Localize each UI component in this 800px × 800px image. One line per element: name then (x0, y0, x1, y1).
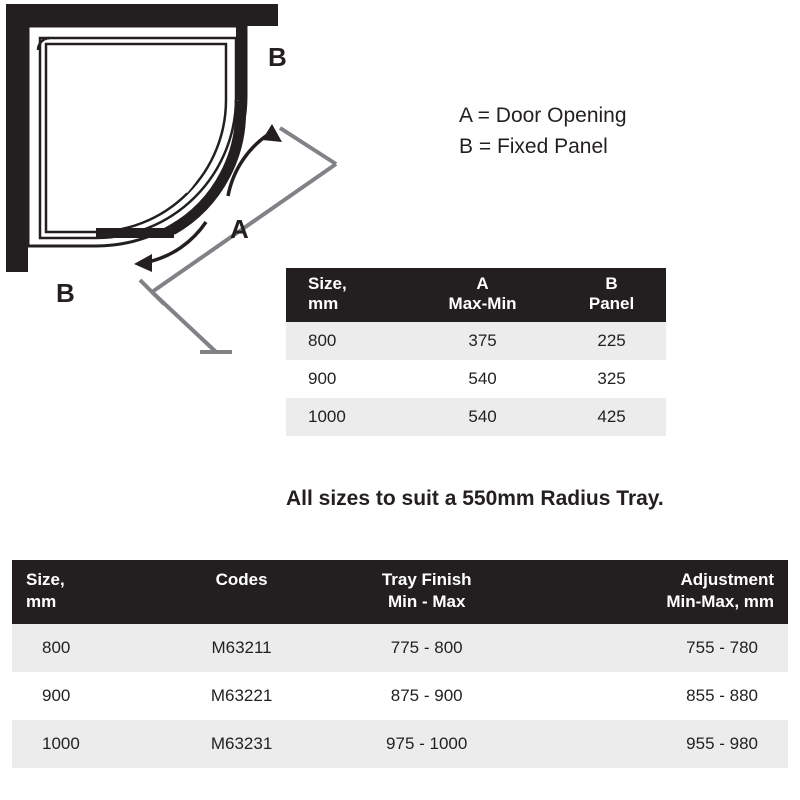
cell-b: 425 (557, 398, 666, 436)
table-row (286, 360, 666, 398)
diagram-label-b-bottom: B (56, 278, 75, 308)
cell-a: 540 (408, 398, 557, 436)
legend (459, 100, 627, 162)
table-row (286, 322, 666, 360)
table-row (286, 398, 666, 436)
diagram-label-b-top: B (268, 42, 287, 72)
table-lower-th-adjustment: Adjustment Min-Max, mm (533, 560, 788, 624)
table-row (12, 624, 788, 672)
cell-code: M63211 (163, 624, 321, 672)
cell-adjustment: 855 - 880 (533, 672, 788, 720)
table-upper-body (286, 322, 666, 436)
table-lower-th-size: Size, mm (12, 560, 163, 624)
cell-tray-finish: 875 - 900 (320, 672, 533, 720)
cell-size: 800 (12, 624, 163, 672)
cell-size: 800 (286, 322, 408, 360)
diagram-label-a: A (230, 214, 249, 244)
cell-code: M63221 (163, 672, 321, 720)
cell-a: 540 (408, 360, 557, 398)
cell-size: 900 (286, 360, 408, 398)
fixed-panel-top (236, 26, 246, 100)
table-lower-th-codes: Codes (163, 560, 321, 624)
table-upper-th-b: B Panel (557, 268, 666, 322)
cell-a: 375 (408, 322, 557, 360)
table-lower-body (12, 624, 788, 768)
table-upper-th-size: Size, mm (286, 268, 408, 322)
cell-tray-finish: 775 - 800 (320, 624, 533, 672)
size-dimensions-table (286, 268, 666, 436)
table-row (12, 720, 788, 768)
legend-line-b: B = Fixed Panel (459, 135, 608, 158)
cell-b: 325 (557, 360, 666, 398)
product-codes-table (12, 560, 788, 768)
legend-line-a: A = Door Opening (459, 104, 627, 127)
table-upper-header (286, 268, 666, 322)
cell-adjustment: 955 - 980 (533, 720, 788, 768)
arrowhead-up (262, 124, 282, 142)
arrowhead-down (134, 254, 152, 272)
table-lower-header (12, 560, 788, 624)
cell-size: 900 (12, 672, 163, 720)
table-upper-th-a: A Max-Min (408, 268, 557, 322)
cell-size: 1000 (286, 398, 408, 436)
tray-radius-caption: All sizes to suit a 550mm Radius Tray. (286, 487, 664, 510)
fixed-panel-bottom (96, 228, 174, 238)
cell-size: 1000 (12, 720, 163, 768)
table-row (12, 672, 788, 720)
cell-adjustment: 755 - 780 (533, 624, 788, 672)
cell-b: 225 (557, 322, 666, 360)
table-upper-header-row (286, 268, 666, 322)
table-lower-th-tray-finish: Tray Finish Min - Max (320, 560, 533, 624)
cell-code: M63231 (163, 720, 321, 768)
table-lower-header-row (12, 560, 788, 624)
cell-tray-finish: 975 - 1000 (320, 720, 533, 768)
